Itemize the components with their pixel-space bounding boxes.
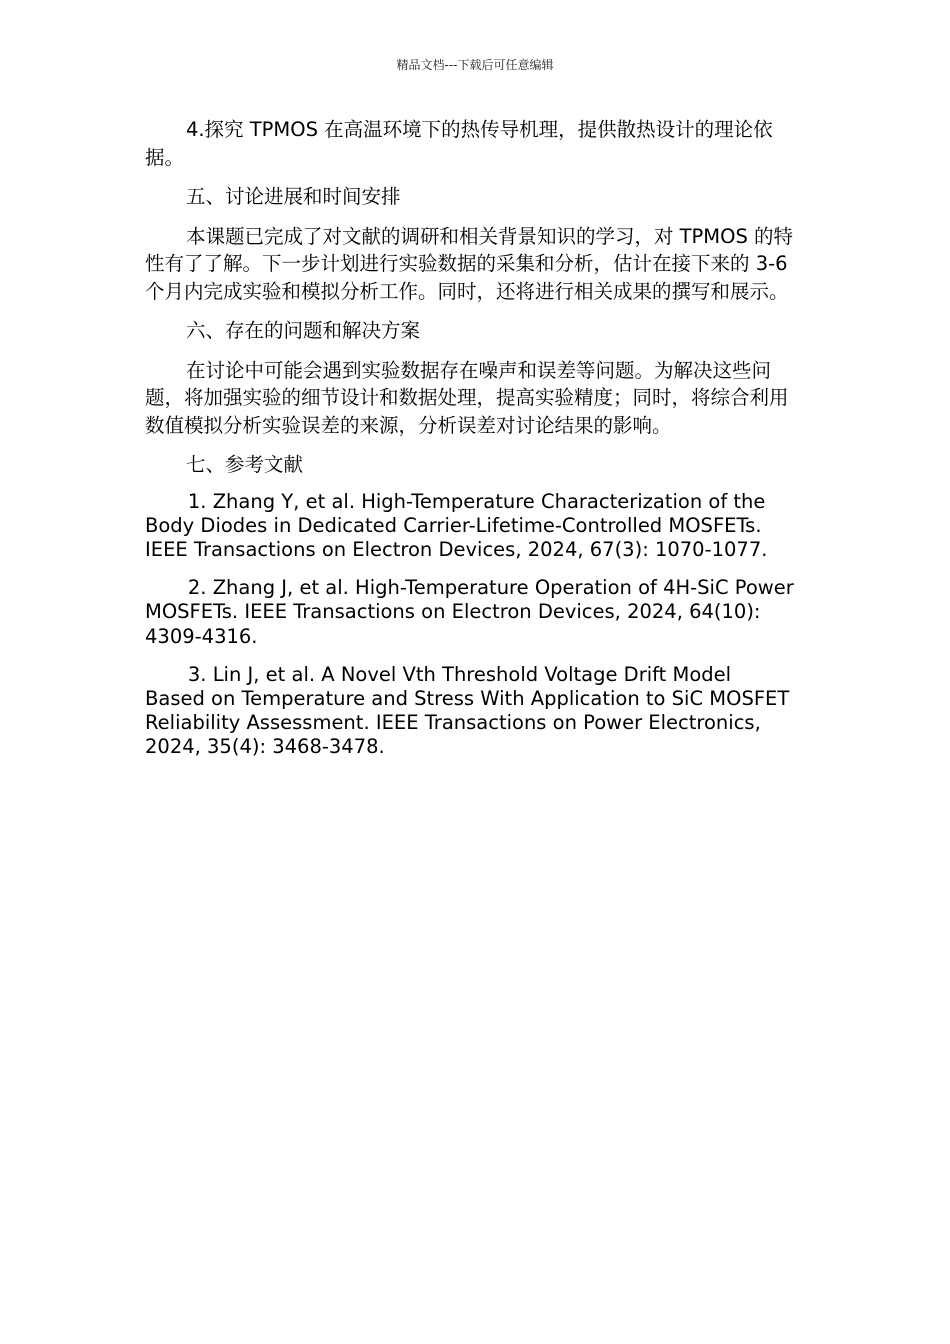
reference-item: 3. Lin J, et al. A Novel Vth Threshold Voltage Drift Model Based on Temperature and Stress With Application to SiC MOSFET Reliability Assessment. IEEE Transactions on Power Electronics, 2024, 35(4): 3468-3478. xyxy=(145,662,790,759)
section-heading-problems: 六、存在的问题和解决方案 xyxy=(185,319,420,342)
problems-paragraph: 在讨论中可能会遇到实验数据存在噪声和误差等问题。为解决这些问题，将加强实验的细节设计和数据处理，提高实验精度；同时，将综合利用数值模拟分析实验误差的来源，分析误差对讨论结果的影响。 xyxy=(145,358,789,437)
document-body xyxy=(145,116,795,760)
research-item-4: 4.探究 TPMOS 在高温环境下的热传导机理，提供散热设计的理论依据。 xyxy=(145,118,773,169)
section-heading-progress: 五、讨论进展和时间安排 xyxy=(185,185,401,208)
progress-paragraph: 本课题已完成了对文献的调研和相关背景知识的学习，对 TPMOS 的特性有了了解。下一步计划进行实验数据的采集和分析，估计在接下来的 3-6 个月内完成实验和模拟分析工作。同时，还将进行相关成果的撰写和展示。 xyxy=(145,224,794,303)
page-header: 精品文档---下载后可任意编辑 xyxy=(396,58,554,72)
section-heading-references: 七、参考文献 xyxy=(185,453,303,476)
reference-item: 1. Zhang Y, et al. High-Temperature Characterization of the Body Diodes in Dedicated Carrier-Lifetime-Controlled MOSFETs. IEEE Transactions on Electron Devices, 2024, 67(3): 1070-1077. xyxy=(145,489,768,561)
reference-item: 2. Zhang J, et al. High-Temperature Operation of 4H-SiC Power MOSFETs. IEEE Transactions on Electron Devices, 2024, 64(10): 4309-4316. xyxy=(145,576,794,648)
